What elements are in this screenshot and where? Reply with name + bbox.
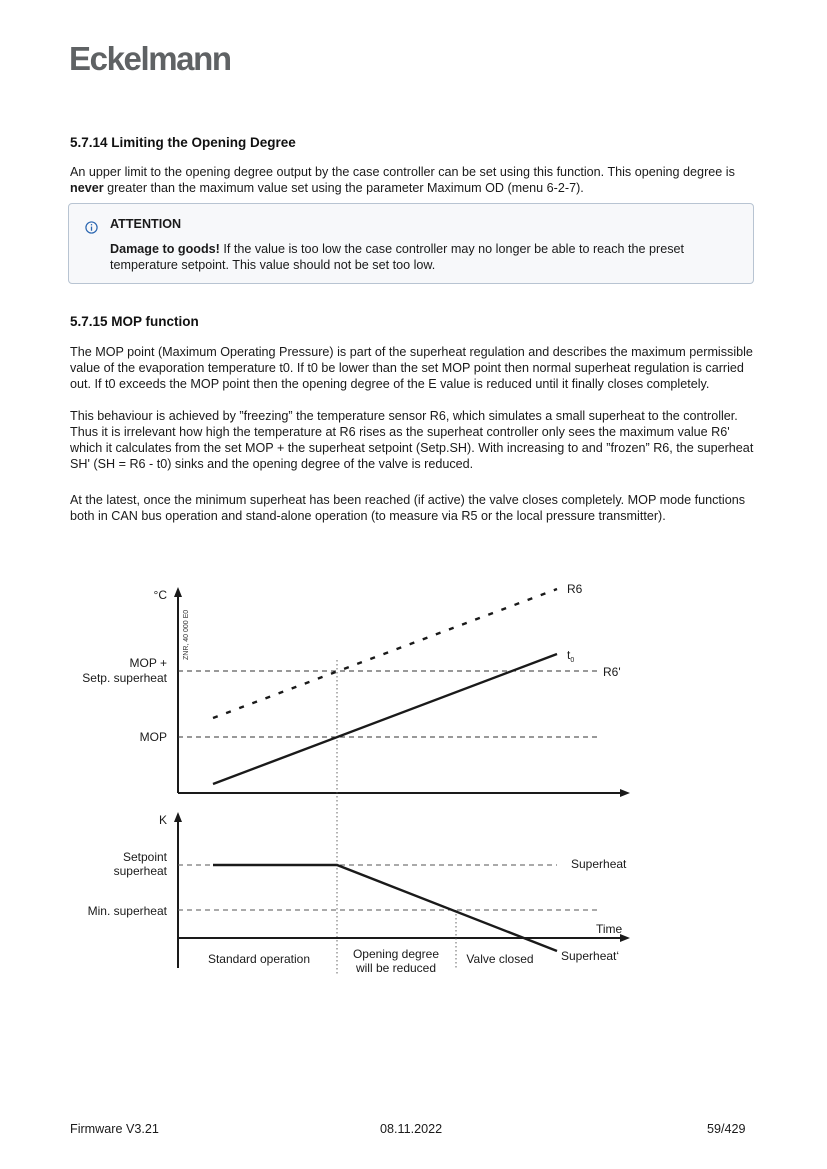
t0-line: [213, 654, 557, 784]
paragraph-mop-1: The MOP point (Maximum Operating Pressure) is part of the superheat regulation and describes the maximum permissible value of the evaporation temperature t0. If t0 be lower than the set MOP point then normal superheat regulation is carried out. If t0 exceeds the MOP point then the opening degree of the E value is reduced until it finally closes completely.: [70, 345, 753, 391]
paragraph-opening-degree: [70, 164, 760, 196]
label-mop-plus: MOP +: [129, 656, 167, 670]
phase-reduced-line1: Opening degree: [352, 947, 440, 961]
attention-box: [68, 203, 754, 284]
label-superheat: Superheat: [571, 857, 627, 871]
paragraph-text: greater than the maximum value set using the parameter Maximum OD (menu 6-2-7).: [103, 181, 584, 195]
figure-id: ZNR, 40 000 E0: [183, 609, 190, 660]
attention-body: [110, 241, 730, 273]
label-time: Time: [596, 922, 623, 936]
phase-standard-operation: Standard operation: [207, 952, 311, 966]
paragraph-mop-2: This behaviour is achieved by ”freezing” the temperature sensor R6, which simulates a small superheat to the controller. Thus it is irrelevant how high the temperature at R6 rises as the superheat controller only sees the maximum value R6' which it calculates from the set MOP + the superheat setpoint (Setp.SH). With increasing to and ”frozen” R6, the superheat SH' (SH = R6 - t0) sinks and the opening degree of the valve is reduced.: [70, 409, 754, 471]
label-setpoint-superheat: superheat: [113, 864, 167, 878]
phase-valve-closed: Valve closed: [466, 952, 534, 966]
label-r6-prime: R6': [603, 665, 621, 679]
label-t0-sub: 0: [570, 657, 575, 664]
attention-text: If the value is too low the case controller may no longer be able to reach the preset temperature setpoint. This value should not be set too low.: [110, 242, 684, 272]
bottom-y-arrow-icon: [174, 812, 182, 822]
label-mop: MOP: [139, 730, 167, 744]
footer-firmware: Firmware V3.21: [70, 1122, 159, 1136]
info-circle-icon: [85, 221, 98, 234]
label-t0-main: t: [567, 648, 571, 662]
top-y-unit: °C: [153, 588, 167, 602]
paragraph-mop-3: At the latest, once the minimum superheat has been reached (if active) the valve closes completely. MOP mode functions both in CAN bus operation and stand-alone operation (to measure via R5 or the local pressure transmitter).: [70, 493, 746, 523]
label-t0: [567, 648, 574, 664]
mop-diagram: [0, 560, 827, 990]
footer-date: 08.11.2022: [380, 1122, 443, 1136]
footer-page-number: 59/429: [707, 1122, 746, 1136]
bold-never: never: [70, 181, 104, 195]
paragraph-text: An upper limit to the opening degree output by the case controller can be set using this function. This opening degree is: [70, 165, 735, 179]
label-min-superheat: Min. superheat: [87, 904, 167, 918]
phase-reduced-line2: will be reduced: [355, 961, 437, 975]
bottom-y-unit: K: [158, 813, 167, 827]
eckelmann-logo: Eckelmann: [69, 40, 231, 77]
top-x-arrow-icon: [620, 789, 630, 797]
attention-title: ATTENTION: [110, 217, 182, 231]
r6-line: [213, 589, 557, 718]
label-r6: R6: [567, 582, 583, 596]
attention-bold-lead: Damage to goods!: [110, 242, 220, 256]
label-superheat-prime: Superheat‘: [561, 949, 620, 963]
label-setp-superheat: Setp. superheat: [82, 671, 167, 685]
label-setpoint: Setpoint: [122, 850, 167, 864]
section-title-5-7-14: 5.7.14 Limiting the Opening Degree: [70, 135, 296, 150]
section-title-5-7-15: 5.7.15 MOP function: [70, 314, 199, 329]
top-y-arrow-icon: [174, 587, 182, 597]
